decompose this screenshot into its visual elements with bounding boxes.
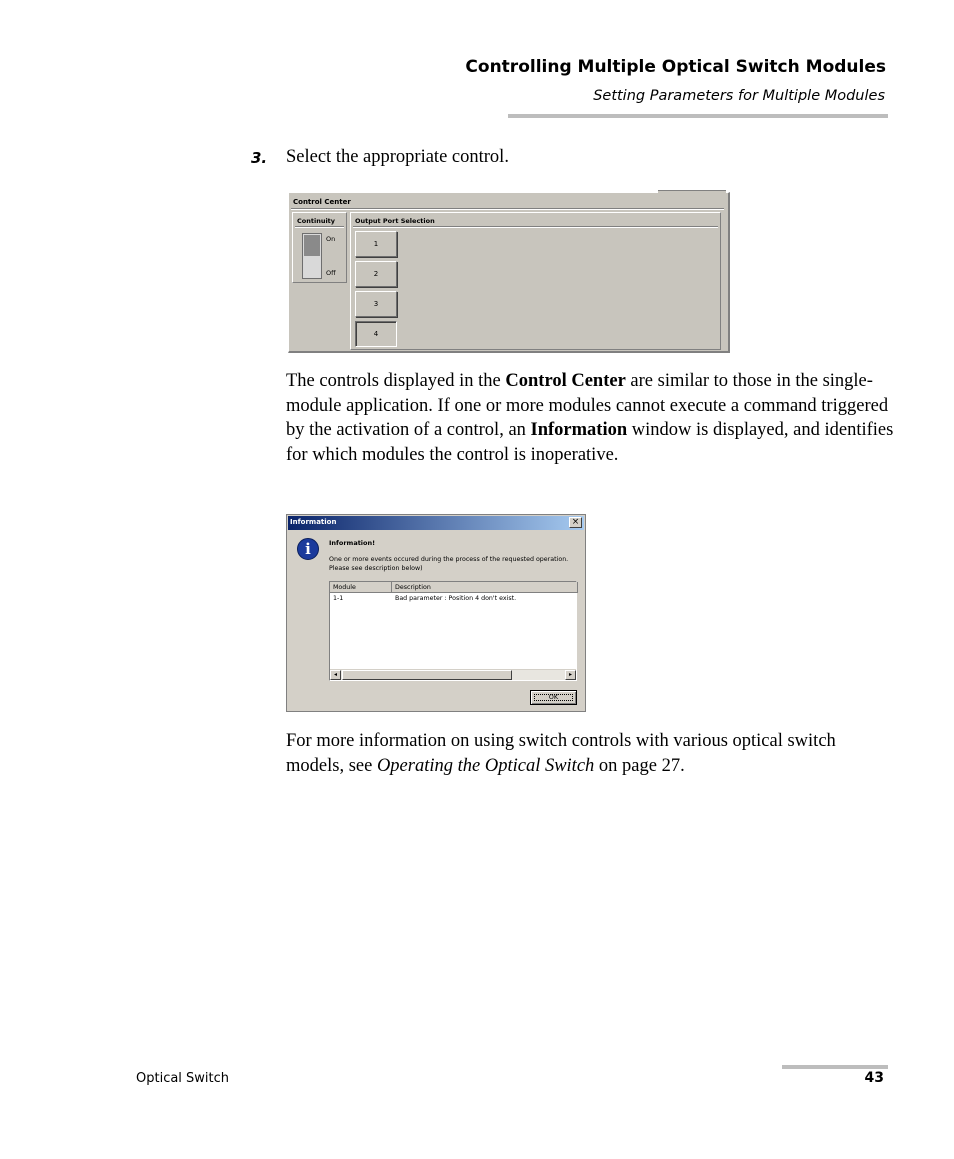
footer-rule (782, 1065, 888, 1069)
information-dialog (286, 514, 586, 712)
row-module: 1-1 (333, 595, 344, 602)
step-text: Select the appropriate control. (286, 147, 509, 167)
bold-term: Control Center (505, 371, 626, 391)
continuity-group (292, 212, 347, 283)
close-icon[interactable]: × (569, 517, 582, 528)
cross-reference: Operating the Optical Switch (376, 755, 595, 776)
header-rule (508, 114, 888, 118)
info-heading: Information! (329, 539, 376, 547)
info-icon: i (297, 538, 319, 560)
output-port-label: Output Port Selection (355, 217, 435, 225)
row-description: Bad parameter : Position 4 don't exist. (395, 595, 517, 602)
dialog-title-bar (288, 516, 584, 530)
scroll-thumb[interactable] (342, 670, 512, 680)
port-button-2[interactable]: 2 (355, 261, 397, 287)
bold-term: Information (530, 420, 628, 441)
toggle-lever (304, 235, 320, 256)
paragraph-control-center (286, 369, 896, 468)
divider (295, 226, 344, 228)
continuity-toggle[interactable] (302, 233, 322, 279)
control-center-title: Control Center (293, 198, 351, 206)
toggle-on-label: On (326, 235, 336, 243)
dialog-title: Information (290, 518, 337, 526)
footer-doc-name: Optical Switch (136, 1071, 230, 1086)
section-title: Setting Parameters for Multiple Modules (593, 88, 885, 104)
step-number: 3. (251, 149, 268, 167)
page-number: 43 (864, 1070, 884, 1086)
ok-button[interactable] (530, 690, 577, 705)
control-center-screenshot (288, 192, 730, 353)
port-button-4[interactable]: 4 (355, 321, 397, 347)
text: are similar to those in the single-module application. If one or more modules cannot execute a command triggered by the activation of a control, an (286, 371, 889, 441)
scroll-left-icon[interactable]: ◂ (330, 670, 341, 680)
divider (353, 226, 718, 228)
ok-label: OK (548, 693, 559, 701)
column-header-description[interactable]: Description (392, 582, 578, 593)
event-list[interactable] (329, 581, 577, 681)
info-message: One or more events occured during the process of the requested operation. Please see description below) (329, 556, 569, 572)
text: For more information on using switch controls with various optical switch models, see (286, 731, 836, 776)
port-button-3[interactable]: 3 (355, 291, 397, 317)
horizontal-scrollbar[interactable] (330, 669, 576, 680)
toggle-off-label: Off (326, 269, 336, 277)
output-port-group (350, 212, 721, 350)
text: The controls displayed in the (286, 371, 506, 391)
paragraph-more-info (286, 729, 896, 778)
divider (291, 208, 724, 210)
text: window is displayed, and identifies for which modules the control is inoperative. (286, 420, 894, 466)
column-header-module[interactable]: Module (330, 582, 392, 593)
chapter-title: Controlling Multiple Optical Switch Modules (465, 57, 886, 77)
continuity-label: Continuity (297, 217, 336, 225)
window-edge (658, 190, 726, 194)
port-button-1[interactable]: 1 (355, 231, 397, 257)
focus-rect (534, 694, 573, 701)
text: on page 27. (594, 755, 685, 776)
scroll-right-icon[interactable]: ▸ (565, 670, 576, 680)
